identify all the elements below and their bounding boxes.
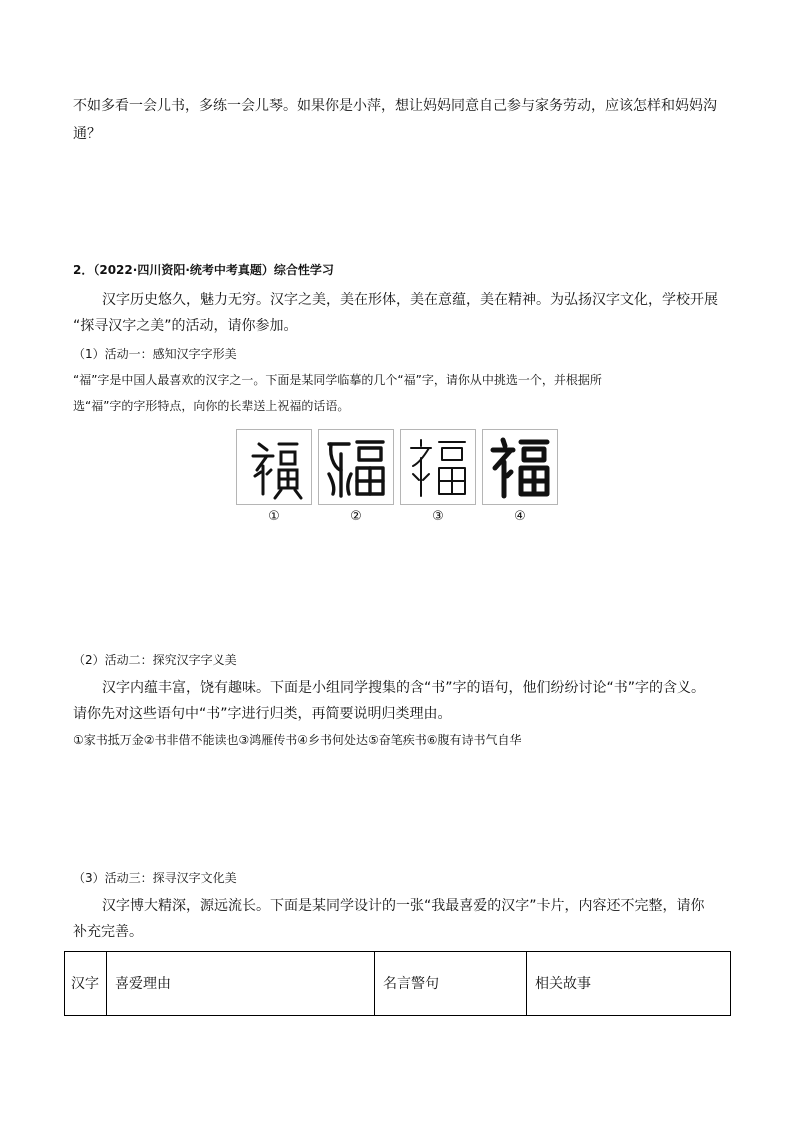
question-source: （2022·四川资阳·统考中考真题）: [93, 263, 274, 277]
question-2-intro-line-2: “探寻汉字之美”的活动，请你参加。: [73, 318, 298, 334]
favorite-character-card-table: [64, 951, 731, 1016]
activity-2-phrases: ①家书抵万金②书非借不能读也③鸿雁传书④乡书何处达⑤奋笔疾书⑥腹有诗书气自华: [73, 733, 522, 747]
fu-character-box-3: [400, 429, 476, 505]
column-header-story: 相关故事: [527, 952, 731, 1016]
fu-character-gallery: [236, 429, 560, 529]
fu-seal-variant-1-image: [237, 430, 313, 506]
column-header-reason: 喜爱理由: [107, 952, 375, 1016]
fu-character-label-3: ③: [432, 509, 444, 524]
fu-small-seal-image: [319, 430, 395, 506]
fu-character-label-2: ②: [350, 509, 362, 524]
fu-character-box-4: [482, 429, 558, 505]
fu-character-label-4: ④: [514, 509, 526, 524]
question-topic: 综合性学习: [273, 263, 334, 277]
fu-bold-seal-image: [483, 430, 559, 506]
activity-3-heading: （3）活动三：探寻汉字文化美: [73, 871, 237, 885]
activity-2-prompt-line-2: 请你先对这些语句中“书”字进行归类，再简要说明归类理由。: [73, 706, 452, 722]
column-header-quote: 名言警句: [375, 952, 527, 1016]
activity-3-prompt-line-2: 补充完善。: [73, 924, 143, 940]
fu-character-box-2: [318, 429, 394, 505]
question-2-intro-line-1: 汉字历史悠久，魅力无穷。汉字之美，美在形体，美在意蕴，美在精神。为弘扬汉字文化，学校开展: [102, 292, 718, 308]
activity-2-prompt-line-1: 汉字内蕴丰富，饶有趣味。下面是小组同学搜集的含“书”字的语句，他们纷纷讨论“书”字的含义。: [102, 680, 706, 696]
activity-1-prompt-line-2: 选“福”字的字形特点，向你的长辈送上祝福的话语。: [73, 399, 350, 413]
activity-2-heading: （2）活动二：探究汉字字义美: [73, 653, 237, 667]
question-number: 2．: [73, 263, 94, 277]
activity-1-heading: （1）活动一：感知汉字字形美: [73, 347, 237, 361]
activity-1-prompt-line-1: “福”字是中国人最喜欢的汉字之一。下面是某同学临摹的几个“福”字，请你从中挑选一个，并根据所: [73, 373, 602, 387]
activity-3-prompt-line-1: 汉字博大精深，源远流长。下面是某同学设计的一张“我最喜爱的汉字”卡片，内容还不完整，请你: [102, 898, 705, 914]
column-header-character: 汉字: [65, 952, 107, 1016]
intro-line-1: 不如多看一会儿书，多练一会儿琴。如果你是小萍，想让妈妈同意自己参与家务劳动，应该怎样和妈妈沟: [73, 98, 717, 114]
fu-thin-seal-image: [401, 430, 477, 506]
fu-character-box-1: [236, 429, 312, 505]
question-2-header: [73, 261, 334, 279]
table-row: [65, 952, 731, 1016]
fu-character-label-1: ①: [268, 509, 280, 524]
intro-line-2: 通？: [73, 126, 101, 142]
